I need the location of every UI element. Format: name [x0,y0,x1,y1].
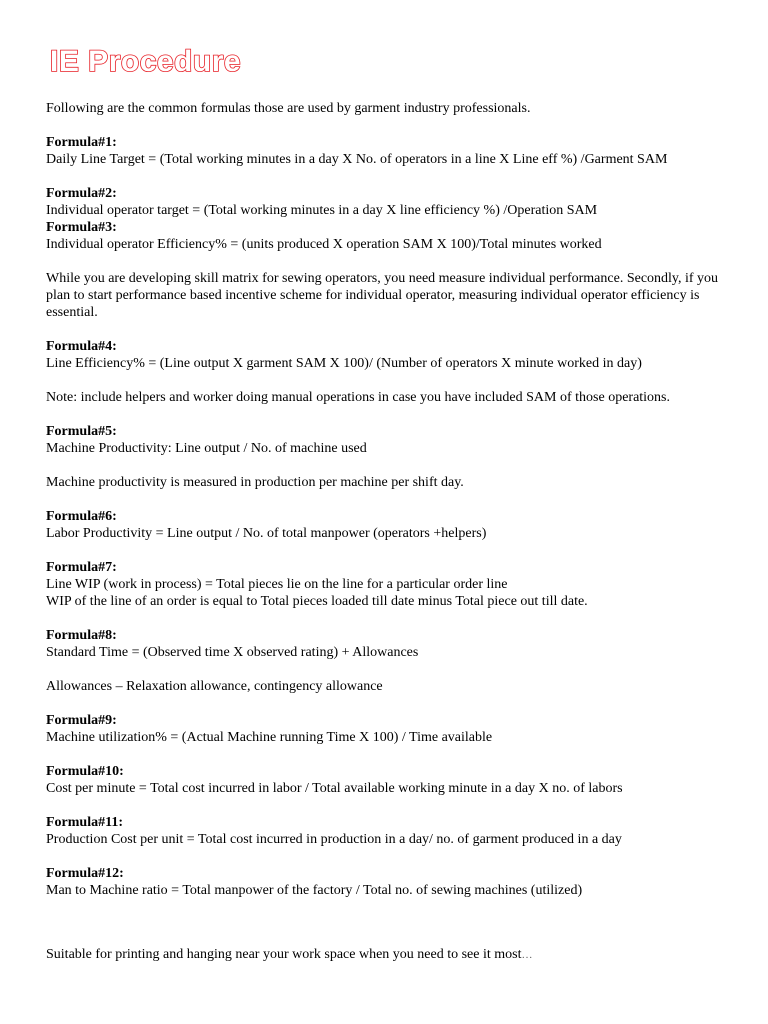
formula-5 [46,423,736,457]
formula-11-text: Production Cost per unit = Total cost incurred in production in a day/ no. of garment produced in a day [46,832,622,847]
note-paragraph: Note: include helpers and worker doing manual operations in case you have included SAM of those operations. [46,390,671,405]
formula-2-heading: Formula#2: [46,186,117,201]
formula-4-heading: Formula#4: [46,339,117,354]
formula-9 [46,712,736,746]
formula-11-heading: Formula#11: [46,815,123,830]
formula-11 [46,814,736,848]
formula-6-heading: Formula#6: [46,509,117,524]
footer-ellipsis: … [521,949,534,961]
formula-6 [46,508,736,542]
formula-7-text-2: WIP of the line of an order is equal to Total pieces loaded till date minus Total piece out till date. [46,594,588,609]
footer-note [46,946,534,964]
page-title: IE Procedure [50,45,242,78]
formula-4-text: Line Efficiency% = (Line output X garment SAM X 100)/ (Number of operators X minute worked in day) [46,356,642,371]
formula-3 [46,219,736,253]
formula-12-heading: Formula#12: [46,866,124,881]
efficiency-paragraph: While you are developing skill matrix for sewing operators, you need measure individual performance. Secondly, if you plan to start performance based incentive scheme for individual operator, measuring individual operator efficiency is essential. [46,271,719,320]
formula-1 [46,134,736,168]
intro-text: Following are the common formulas those are used by garment industry professionals. [46,101,531,116]
formula-2-text: Individual operator target = (Total working minutes in a day X line efficiency %) /Operation SAM [46,203,598,218]
formula-7-text: Line WIP (work in process) = Total pieces lie on the line for a particular order line [46,577,508,592]
formula-3-heading: Formula#3: [46,220,117,235]
formula-8-heading: Formula#8: [46,628,117,643]
formula-3-text: Individual operator Efficiency% = (units produced X operation SAM X 100)/Total minutes worked [46,237,602,252]
allowances-paragraph: Allowances – Relaxation allowance, contingency allowance [46,679,383,694]
formula-4 [46,338,736,372]
formula-10 [46,763,736,797]
formula-7 [46,559,736,610]
formula-1-text: Daily Line Target = (Total working minutes in a day X No. of operators in a line X Line eff %) /Garment SAM [46,152,668,167]
formula-10-heading: Formula#10: [46,764,124,779]
formula-8-text: Standard Time = (Observed time X observed rating) + Allowances [46,645,419,660]
formula-9-heading: Formula#9: [46,713,117,728]
machine-productivity-paragraph: Machine productivity is measured in production per machine per shift day. [46,475,464,490]
formula-8 [46,627,736,661]
formula-12 [46,865,736,899]
footer-text: Suitable for printing and hanging near your work space when you need to see it most [46,947,522,962]
formula-5-text: Machine Productivity: Line output / No. of machine used [46,441,367,456]
formula-10-text: Cost per minute = Total cost incurred in labor / Total available working minute in a day X no. of labors [46,781,623,796]
formula-12-text: Man to Machine ratio = Total manpower of the factory / Total no. of sewing machines (utilized) [46,883,583,898]
document-body [46,100,736,916]
formula-9-text: Machine utilization% = (Actual Machine running Time X 100) / Time available [46,730,493,745]
formula-1-heading: Formula#1: [46,135,117,150]
formula-6-text: Labor Productivity = Line output / No. of total manpower (operators +helpers) [46,526,487,541]
formula-2 [46,185,736,219]
formula-7-heading: Formula#7: [46,560,117,575]
formula-5-heading: Formula#5: [46,424,117,439]
